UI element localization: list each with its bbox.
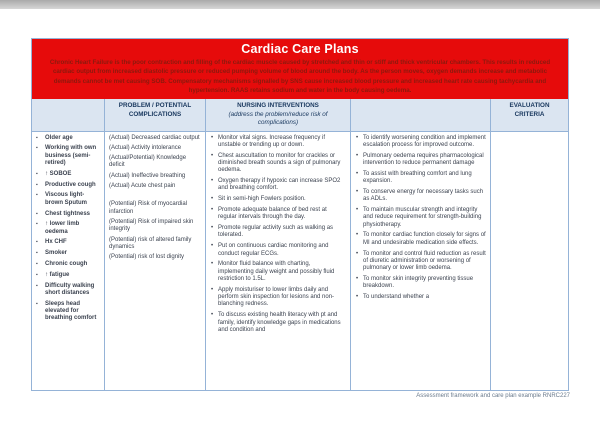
list-item: ▪ Difficulty walking short distances xyxy=(36,283,100,298)
list-item: ▪ Sleeps head elevated for breathing comfort xyxy=(36,301,100,323)
table-body-row xyxy=(32,132,568,390)
document-page xyxy=(0,9,600,422)
list-item: ▪ ↑ lower limb oedema xyxy=(36,221,100,236)
list-item: (Actual/Potential) Knowledge deficit xyxy=(109,155,187,169)
cell-assessment-findings xyxy=(32,132,104,390)
list-item: (Potential) Risk of myocardial infarction xyxy=(109,201,188,215)
list-item: ▪ ↑ SOBOE xyxy=(36,171,100,178)
list-item: • To understand whether a xyxy=(355,294,486,301)
list-item: • To assist with breathing comfort and lung expansion. xyxy=(355,171,486,186)
scan-top-edge xyxy=(0,0,600,9)
footer-note: Assessment framework and care plan example RNRC227 xyxy=(416,393,570,399)
list-item: ▪ Hx CHF xyxy=(36,239,100,246)
list-item: • To monitor skin integrity preventing tissue breakdown. xyxy=(355,276,486,291)
list-item: • To discuss existing health literacy with pt and family, identify knowledge gaps in medications and condition and xyxy=(210,312,346,334)
cell-problems xyxy=(104,132,205,390)
list-item: (Actual) Ineffective breathing xyxy=(109,172,186,179)
header-interventions-subtitle: (address the problem/reduce risk of complications) xyxy=(228,110,328,126)
list-item: (Actual) Decreased cardiac output xyxy=(109,134,200,141)
list-item: ▪ ↑ fatigue xyxy=(36,272,100,279)
list-item: • Apply moisturiser to lower limbs daily and perform skin inspection for lesions and non-blanching redness. xyxy=(210,287,346,309)
list-item: ▪ Chronic cough xyxy=(36,261,100,268)
list-item: ▪ Smoker xyxy=(36,250,100,257)
list-item: ▪ Viscous light-brown Sputum xyxy=(36,192,100,207)
list-item: • Sit in semi-high Fowlers position. xyxy=(210,196,346,203)
header-interventions-title: NURSING INTERVENTIONS xyxy=(237,102,319,109)
rationales-list xyxy=(355,135,486,302)
list-item: • Monitor fluid balance with charting, implementing daily weight and possibly fluid restriction to 1.5L. xyxy=(210,261,346,283)
header-assessment xyxy=(32,99,104,132)
list-item: • Put on continuous cardiac monitoring and conduct regular ECGs. xyxy=(210,243,346,258)
care-plan-table xyxy=(31,38,569,391)
list-item: ▪ Working with own business (semi-retired) xyxy=(36,145,100,167)
list-item: ▪ Productive cough xyxy=(36,182,100,189)
banner xyxy=(32,39,568,99)
list-item: ▪ Chest tightness xyxy=(36,211,100,218)
list-item: • Chest auscultation to monitor for crackles or diminished breath sounds a sign of pulmonary oedema. xyxy=(210,153,346,175)
header-rationale xyxy=(350,99,490,132)
list-item: • Pulmonary oedema requires pharmacological intervention to reduce permanent damage xyxy=(355,153,486,168)
table-header-row xyxy=(32,99,568,132)
page-title: Cardiac Care Plans xyxy=(241,42,359,56)
problems-list xyxy=(109,135,201,262)
cell-evaluation xyxy=(490,132,568,390)
list-item: (Potential) risk of altered family dynamics xyxy=(109,236,192,250)
header-evaluation: EVALUATION CRITERIA xyxy=(490,99,568,132)
list-item: ▪ Older age xyxy=(36,135,100,142)
cell-rationales xyxy=(350,132,490,390)
list-item: • Oxygen therapy if hypoxic can increase SPO2 and breathing comfort. xyxy=(210,178,346,193)
header-problems: PROBLEM / POTENTIAL COMPLICATIONS xyxy=(104,99,205,132)
list-item: (Potential) risk of lost dignity xyxy=(109,254,185,261)
list-item: • Monitor vital signs. Increase frequency if unstable or trending up or down. xyxy=(210,135,346,150)
list-item: (Actual) Acute chest pain xyxy=(109,183,176,190)
assessment-findings-list xyxy=(36,135,100,323)
list-item: • To maintain muscular strength and integrity and reduce requirement for strength-building physiotherapy. xyxy=(355,207,486,229)
list-item: • To monitor and control fluid reduction as result of diuretic administration or worsening of pulmonary or lower limb oedema. xyxy=(355,251,486,273)
header-interventions xyxy=(205,99,350,132)
interventions-list xyxy=(210,135,346,335)
list-item: • Promote regular activity such as walking as tolerated. xyxy=(210,225,346,240)
list-item: (Potential) Risk of impaired skin integrity xyxy=(109,219,194,233)
list-item: • To identify worsening condition and implement escalation process for improved outcome. xyxy=(355,135,486,150)
list-item: • Promote adequate balance of bed rest at regular intervals through the day. xyxy=(210,207,346,222)
list-item: (Actual) Activity intolerance xyxy=(109,144,182,151)
cell-interventions xyxy=(205,132,350,390)
condition-description: Chronic Heart Failure is the poor contraction and filling of the cardiac muscle caused by stretched and thin or stiff and thick ventricular chambers. This results in reduced cardiac output from increased diastolic pressure or reduced pumping volume of blood around the body. As the person moves, oxygen demands increase and metabolic demands cannot be met causing SOB. Compensatory mechanisms signalled by SNS cause increased blood pressure and increased heart rate causing tachycardia and hypertension. RAAS retains sodium and water in the body causing oedema. xyxy=(49,59,551,94)
list-item: • To monitor cardiac function closely for signs of MI and undesirable medication side effects. xyxy=(355,232,486,247)
list-item: • To conserve energy for necessary tasks such as ADLs. xyxy=(355,189,486,204)
